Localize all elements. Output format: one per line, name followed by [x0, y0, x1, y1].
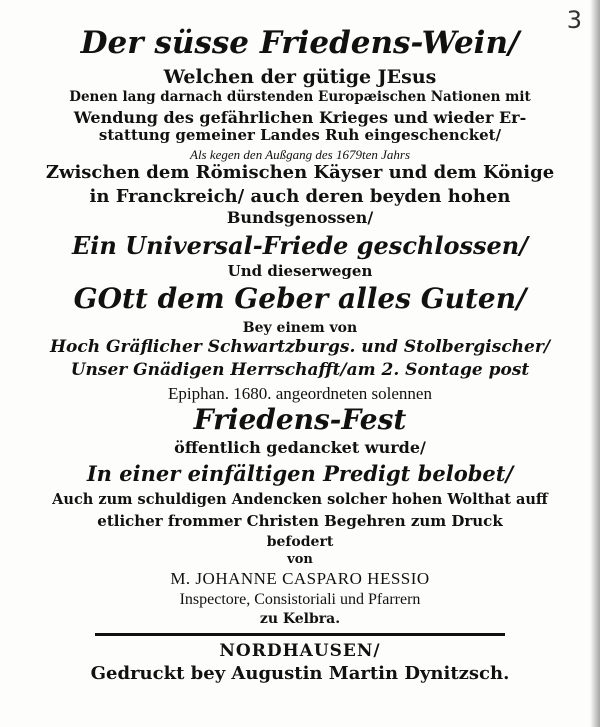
title-line-22: befodert — [266, 534, 334, 550]
title-line-18: öffentlich gedancket wurde/ — [174, 438, 426, 457]
title-line-5: stattung gemeiner Landes Ruh eingeschencket/ — [98, 126, 502, 144]
title-line-10: Ein Universal-Friede geschlossen/ — [71, 231, 529, 260]
title-line-16: Epiphan. 1680. angeordneten solennen — [168, 384, 432, 403]
title-line-1: Der süsse Friedens-Wein/ — [80, 25, 520, 61]
title-line-6: Als kegen den Außgang des 1679ten Jahrs — [190, 147, 410, 162]
imprint-rule — [95, 633, 505, 636]
page-number: 3 — [566, 6, 582, 34]
title-line-19: In einer einfältigen Predigt belobet/ — [86, 461, 514, 486]
title-line-15: Unser Gnädigen Herrschafft/am 2. Sontage post — [70, 360, 530, 380]
title-line-4: Wendung des gefährlichen Krieges und wieder Er- — [73, 108, 527, 127]
imprint-printer: Gedruckt bey Augustin Martin Dynitzsch. — [90, 663, 510, 684]
title-line-21: etlicher frommer Christen Begehren zum Druck — [97, 512, 503, 530]
page-edge-shadow — [590, 0, 600, 727]
title-line-13: Bey einem von — [242, 320, 358, 336]
title-line-17: Friedens-Fest — [193, 403, 407, 436]
title-line-2: Welchen der gütige JEsus — [163, 66, 437, 88]
imprint-place: NORDHAUSEN/ — [219, 641, 381, 661]
title-line-8: in Franckreich/ auch deren beyden hohen — [89, 186, 511, 207]
title-line-7: Zwischen dem Römischen Käyser und dem Könige — [45, 162, 555, 183]
title-line-3: Denen lang darnach dürstenden Europæischen Nationen mit — [69, 89, 531, 105]
title-line-11: Und dieserwegen — [227, 262, 373, 280]
author-name: M. JOHANNE CASPARO HESSIO — [170, 569, 430, 588]
author-place: zu Kelbra. — [259, 611, 341, 627]
author-title: Inspectore, Consistoriali und Pfarrern — [179, 591, 421, 608]
title-line-12: GOtt dem Geber alles Guten/ — [73, 282, 527, 315]
title-line-9: Bundsgenossen/ — [226, 208, 374, 227]
title-line-14: Hoch Gräflicher Schwartzburgs. und Stolbergischer/ — [49, 337, 551, 357]
title-line-23: von — [287, 552, 313, 567]
title-line-20: Auch zum schuldigen Andencken solcher hohen Wolthat auff — [52, 491, 548, 508]
